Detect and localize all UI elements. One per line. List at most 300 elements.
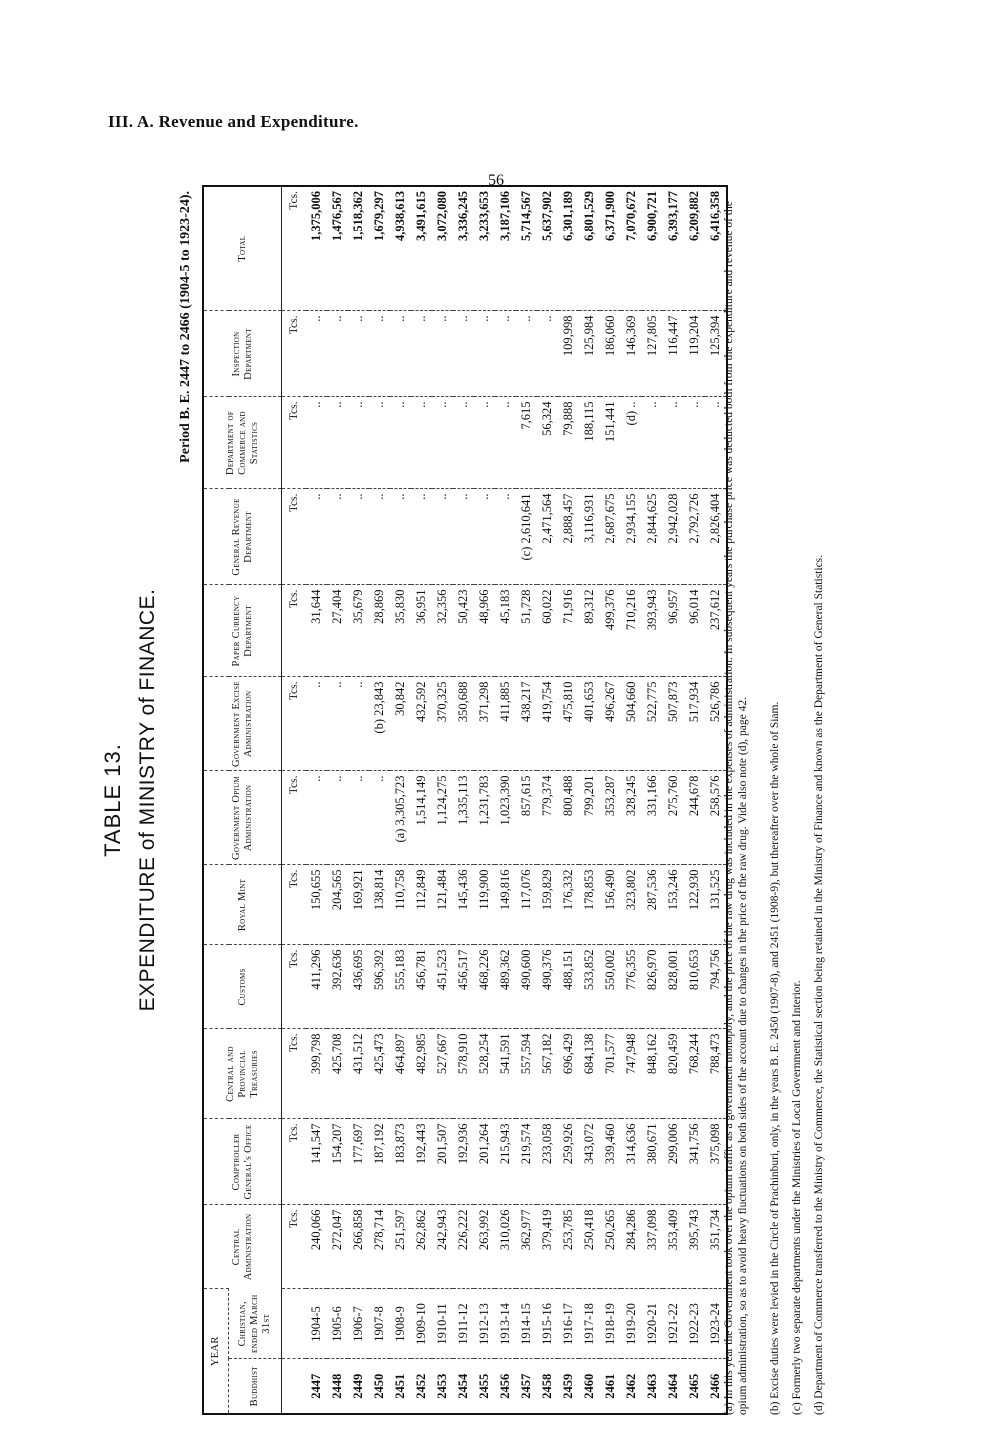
value-cell: 45,183 — [495, 585, 516, 677]
value-cell: 379,419 — [537, 1205, 558, 1289]
value-cell: .. — [495, 489, 516, 585]
value-cell: .. — [348, 771, 369, 865]
value-cell: 550,002 — [600, 945, 621, 1029]
value-cell: 2,942,028 — [663, 489, 684, 585]
value-cell: 557,594 — [516, 1029, 537, 1119]
value-cell: 490,600 — [516, 945, 537, 1029]
table-row — [453, 187, 474, 1413]
value-cell: 371,298 — [474, 677, 495, 771]
value-cell: 475,810 — [558, 677, 579, 771]
christian-year-cell: 1904-5 — [306, 1289, 327, 1359]
christian-year-cell: 1909-10 — [411, 1289, 432, 1359]
buddhist-year-cell: 2449 — [348, 1359, 369, 1413]
value-cell: (b) 23,843 — [369, 677, 390, 771]
value-cell: .. — [306, 771, 327, 865]
total-cell: 1,679,297 — [372, 191, 386, 241]
footnote-b: (b) Excise duties were levied in the Circle of Prachinburi, only, in the years B. E. 2450 (1907-8), and 2451 (1908-9), but thereafter over the whole of Siam. — [769, 701, 781, 1415]
christian-year-cell: 1910-11 — [432, 1289, 453, 1359]
value-cell: 1,335,113 — [453, 771, 474, 865]
buddhist-year-cell: 2463 — [642, 1359, 663, 1413]
value-cell: 482,985 — [411, 1029, 432, 1119]
value-cell: 747,948 — [621, 1029, 642, 1119]
value-cell: 341,756 — [684, 1119, 705, 1205]
table-title: EXPENDITURE of MINISTRY of FINANCE. — [136, 588, 159, 1012]
value-cell: .. — [369, 311, 390, 397]
table-row — [642, 187, 663, 1413]
value-cell: 1,231,783 — [474, 771, 495, 865]
total-cell: 5,637,902 — [540, 191, 554, 241]
value-cell: 314,636 — [621, 1119, 642, 1205]
value-cell: 56,324 — [537, 397, 558, 489]
total-cell: 6,416,358 — [708, 191, 722, 241]
units-cell: Tcs. — [288, 191, 300, 210]
christian-year-cell: 1907-8 — [369, 1289, 390, 1359]
value-cell: 401,653 — [579, 677, 600, 771]
table-row — [432, 187, 453, 1413]
value-cell: 527,667 — [432, 1029, 453, 1119]
value-cell: 567,182 — [537, 1029, 558, 1119]
value-cell: .. — [663, 397, 684, 489]
value-cell: 490,376 — [537, 945, 558, 1029]
value-cell: 526,786 — [705, 677, 726, 771]
value-cell: .. — [495, 311, 516, 397]
value-cell: 117,076 — [516, 865, 537, 945]
buddhist-year-cell: 2460 — [579, 1359, 600, 1413]
col-header-customs: Customs — [204, 945, 282, 1029]
value-cell: 178,853 — [579, 865, 600, 945]
value-cell: 350,688 — [453, 677, 474, 771]
value-cell: 328,245 — [621, 771, 642, 865]
value-cell: 51,728 — [516, 585, 537, 677]
value-cell: .. — [537, 311, 558, 397]
value-cell: .. — [348, 489, 369, 585]
value-cell: 353,287 — [600, 771, 621, 865]
col-header-paper-currency: Paper Currency Department — [204, 585, 282, 677]
value-cell: 578,910 — [453, 1029, 474, 1119]
value-cell: 263,992 — [474, 1205, 495, 1289]
value-cell: 30,842 — [390, 677, 411, 771]
value-cell: 284,286 — [621, 1205, 642, 1289]
christian-year-cell: 1921-22 — [663, 1289, 684, 1359]
value-cell: 788,473 — [705, 1029, 726, 1119]
table-row — [390, 187, 411, 1413]
value-cell: 488,151 — [558, 945, 579, 1029]
value-cell: 353,409 — [663, 1205, 684, 1289]
value-cell: .. — [411, 397, 432, 489]
value-cell: .. — [432, 489, 453, 585]
value-cell: 121,484 — [432, 865, 453, 945]
value-cell: 684,138 — [579, 1029, 600, 1119]
value-cell: 266,858 — [348, 1205, 369, 1289]
value-cell: 186,060 — [600, 311, 621, 397]
value-cell: 419,754 — [537, 677, 558, 771]
value-cell: 768,244 — [684, 1029, 705, 1119]
value-cell: 522,775 — [642, 677, 663, 771]
buddhist-year-cell: 2452 — [411, 1359, 432, 1413]
value-cell: 799,201 — [579, 771, 600, 865]
value-cell: 119,204 — [684, 311, 705, 397]
value-cell: 2,471,564 — [537, 489, 558, 585]
value-cell: 1,514,149 — [411, 771, 432, 865]
value-cell: .. — [411, 489, 432, 585]
value-cell: 489,362 — [495, 945, 516, 1029]
value-cell: 251,597 — [390, 1205, 411, 1289]
table-row — [348, 187, 369, 1413]
value-cell: 233,058 — [537, 1119, 558, 1205]
value-cell: 411,885 — [495, 677, 516, 771]
buddhist-year-cell: 2448 — [327, 1359, 348, 1413]
value-cell: .. — [684, 397, 705, 489]
units-cell: Tcs. — [282, 397, 307, 489]
rotated-table-page — [100, 185, 860, 1415]
value-cell: 204,565 — [327, 865, 348, 945]
christian-year-cell: 1917-18 — [579, 1289, 600, 1359]
value-cell: 456,517 — [453, 945, 474, 1029]
total-cell: 3,491,615 — [414, 191, 428, 241]
value-cell: .. — [327, 489, 348, 585]
value-cell: 337,098 — [642, 1205, 663, 1289]
value-cell: .. — [474, 311, 495, 397]
table-row — [411, 187, 432, 1413]
value-cell: 112,849 — [411, 865, 432, 945]
buddhist-year-cell: 2464 — [663, 1359, 684, 1413]
christian-year-cell: 1920-21 — [642, 1289, 663, 1359]
value-cell: 150,655 — [306, 865, 327, 945]
christian-year-cell: 1906-7 — [348, 1289, 369, 1359]
value-cell: 468,226 — [474, 945, 495, 1029]
value-cell: .. — [453, 397, 474, 489]
total-cell: 1,476,567 — [330, 191, 344, 241]
table-row — [369, 187, 390, 1413]
col-header-central-administration: Central Administration — [204, 1205, 282, 1289]
value-cell: 244,678 — [684, 771, 705, 865]
value-cell: 110,758 — [390, 865, 411, 945]
value-cell: .. — [348, 677, 369, 771]
value-cell: 826,970 — [642, 945, 663, 1029]
value-cell: 262,862 — [411, 1205, 432, 1289]
value-cell: 60,022 — [537, 585, 558, 677]
value-cell: 250,265 — [600, 1205, 621, 1289]
value-cell: 2,792,726 — [684, 489, 705, 585]
value-cell: .. — [348, 311, 369, 397]
col-header-excise-administration: Government Excise Administration — [204, 677, 282, 771]
value-cell: 258,576 — [705, 771, 726, 865]
value-cell: 504,660 — [621, 677, 642, 771]
value-cell: 436,695 — [348, 945, 369, 1029]
buddhist-year-cell: 2466 — [705, 1359, 726, 1413]
christian-year-cell: 1912-13 — [474, 1289, 495, 1359]
value-cell: 192,936 — [453, 1119, 474, 1205]
total-cell: 5,714,567 — [519, 191, 533, 241]
table-row — [621, 187, 642, 1413]
value-cell: .. — [411, 311, 432, 397]
value-cell: 499,376 — [600, 585, 621, 677]
units-cell: Tcs. — [282, 585, 307, 677]
value-cell: 370,325 — [432, 677, 453, 771]
value-cell: .. — [306, 489, 327, 585]
christian-year-cell: 1911-12 — [453, 1289, 474, 1359]
value-cell: 242,943 — [432, 1205, 453, 1289]
value-cell: .. — [432, 311, 453, 397]
value-cell: 351,734 — [705, 1205, 726, 1289]
value-cell: .. — [453, 489, 474, 585]
christian-year-cell: 1905-6 — [327, 1289, 348, 1359]
value-cell: 215,943 — [495, 1119, 516, 1205]
value-cell: 800,488 — [558, 771, 579, 865]
buddhist-year-cell: 2457 — [516, 1359, 537, 1413]
value-cell: 96,957 — [663, 585, 684, 677]
value-cell: 250,418 — [579, 1205, 600, 1289]
value-cell: 596,392 — [369, 945, 390, 1029]
value-cell: 183,873 — [390, 1119, 411, 1205]
value-cell: 820,459 — [663, 1029, 684, 1119]
value-cell: 146,369 — [621, 311, 642, 397]
value-cell: 119,900 — [474, 865, 495, 945]
units-cell: Tcs. — [282, 489, 307, 585]
buddhist-year-cell: 2447 — [306, 1359, 327, 1413]
value-cell: 96,014 — [684, 585, 705, 677]
value-cell: 810,653 — [684, 945, 705, 1029]
value-cell: 7,615 — [516, 397, 537, 489]
value-cell: 188,115 — [579, 397, 600, 489]
units-cell: Tcs. — [282, 771, 307, 865]
value-cell: 710,216 — [621, 585, 642, 677]
value-cell: 35,830 — [390, 585, 411, 677]
total-cell: 3,233,653 — [477, 191, 491, 241]
value-cell: 517,934 — [684, 677, 705, 771]
value-cell: 507,873 — [663, 677, 684, 771]
value-cell: 156,490 — [600, 865, 621, 945]
value-cell: 187,192 — [369, 1119, 390, 1205]
value-cell: 201,507 — [432, 1119, 453, 1205]
value-cell: 848,162 — [642, 1029, 663, 1119]
table-row — [474, 187, 495, 1413]
value-cell: 237,612 — [705, 585, 726, 677]
value-cell: 528,254 — [474, 1029, 495, 1119]
section-heading: III. A. Revenue and Expenditure. — [108, 112, 359, 131]
footnote-d: (d) Department of Commerce transferred to the Ministry of Commerce, the Statistical section being retained in the Ministry of Finance and known as the Department of General Statistics. — [813, 554, 825, 1415]
value-cell: 153,246 — [663, 865, 684, 945]
buddhist-year-cell: 2450 — [369, 1359, 390, 1413]
buddhist-year-cell: 2462 — [621, 1359, 642, 1413]
value-cell: 240,066 — [306, 1205, 327, 1289]
value-cell: 219,574 — [516, 1119, 537, 1205]
value-cell: .. — [369, 489, 390, 585]
value-cell: 109,998 — [558, 311, 579, 397]
col-header-comptroller-general: Comptroller General's Office — [204, 1119, 282, 1205]
value-cell: .. — [390, 489, 411, 585]
value-cell: 79,888 — [558, 397, 579, 489]
value-cell: 226,222 — [453, 1205, 474, 1289]
value-cell: 779,374 — [537, 771, 558, 865]
value-cell: 145,436 — [453, 865, 474, 945]
value-cell: .. — [306, 677, 327, 771]
total-cell: 6,371,900 — [603, 191, 617, 241]
col-header-buddhist: Buddhist — [229, 1359, 282, 1413]
total-cell: 3,336,245 — [456, 191, 470, 241]
value-cell: 425,473 — [369, 1029, 390, 1119]
value-cell: .. — [432, 397, 453, 489]
value-cell: (a) 3,305,723 — [390, 771, 411, 865]
value-cell: 275,760 — [663, 771, 684, 865]
value-cell: .. — [516, 311, 537, 397]
buddhist-year-cell: 2451 — [390, 1359, 411, 1413]
value-cell: .. — [327, 771, 348, 865]
value-cell: 32,356 — [432, 585, 453, 677]
value-cell: 36,951 — [411, 585, 432, 677]
total-cell: 6,900,721 — [645, 191, 659, 241]
table-row — [663, 187, 684, 1413]
total-cell: 1,375,006 — [309, 191, 323, 241]
value-cell: 2,826,404 — [705, 489, 726, 585]
col-header-commerce-statistics: Department of Commerce and Statistics — [204, 397, 282, 489]
table-row — [495, 187, 516, 1413]
value-cell: .. — [390, 311, 411, 397]
col-header-christian: Christian, ended March 31st — [229, 1289, 282, 1359]
table-row — [306, 187, 327, 1413]
total-cell: 6,301,189 — [561, 191, 575, 241]
value-cell: .. — [369, 771, 390, 865]
value-cell: 125,394 — [705, 311, 726, 397]
value-cell: 253,785 — [558, 1205, 579, 1289]
buddhist-year-cell: 2465 — [684, 1359, 705, 1413]
value-cell: (c) 2,610,641 — [516, 489, 537, 585]
buddhist-year-cell: 2459 — [558, 1359, 579, 1413]
value-cell: .. — [348, 397, 369, 489]
christian-year-cell: 1915-16 — [537, 1289, 558, 1359]
value-cell: 27,404 — [327, 585, 348, 677]
units-cell — [282, 1359, 307, 1413]
col-header-general-revenue: General Revenue Department — [204, 489, 282, 585]
buddhist-year-cell: 2458 — [537, 1359, 558, 1413]
value-cell: 50,423 — [453, 585, 474, 677]
units-cell: Tcs. — [282, 945, 307, 1029]
value-cell: 28,869 — [369, 585, 390, 677]
table-row — [537, 187, 558, 1413]
value-cell: 2,844,625 — [642, 489, 663, 585]
value-cell: .. — [453, 311, 474, 397]
value-cell: 125,984 — [579, 311, 600, 397]
value-cell: 201,264 — [474, 1119, 495, 1205]
footnote-c: (c) Formerly two separate departments under the Ministries of Local Government and Interior. — [791, 980, 803, 1415]
buddhist-year-cell: 2461 — [600, 1359, 621, 1413]
value-cell: .. — [474, 397, 495, 489]
table-row — [516, 187, 537, 1413]
value-cell: 287,536 — [642, 865, 663, 945]
buddhist-year-cell: 2453 — [432, 1359, 453, 1413]
units-cell: Tcs. — [282, 311, 307, 397]
value-cell: 2,888,457 — [558, 489, 579, 585]
value-cell: 496,267 — [600, 677, 621, 771]
value-cell: 176,332 — [558, 865, 579, 945]
value-cell: 169,921 — [348, 865, 369, 945]
value-cell: 431,512 — [348, 1029, 369, 1119]
value-cell: 323,802 — [621, 865, 642, 945]
value-cell: 127,805 — [642, 311, 663, 397]
col-header-royal-mint: Royal Mint — [204, 865, 282, 945]
value-cell: 432,592 — [411, 677, 432, 771]
christian-year-cell: 1923-24 — [705, 1289, 726, 1359]
buddhist-year-cell: 2455 — [474, 1359, 495, 1413]
value-cell: 395,743 — [684, 1205, 705, 1289]
total-cell: 3,072,080 — [435, 191, 449, 241]
value-cell: 122,930 — [684, 865, 705, 945]
value-cell: 331,166 — [642, 771, 663, 865]
units-cell: Tcs. — [282, 677, 307, 771]
value-cell: 159,829 — [537, 865, 558, 945]
col-header-treasuries: Central and Provincial Treasuries — [204, 1029, 282, 1119]
value-cell: 272,047 — [327, 1205, 348, 1289]
table-row — [684, 187, 705, 1413]
value-cell: .. — [642, 397, 663, 489]
col-header-opium-administration: Government Opium Administration — [204, 771, 282, 865]
value-cell: 310,026 — [495, 1205, 516, 1289]
christian-year-cell: 1919-20 — [621, 1289, 642, 1359]
value-cell: 339,460 — [600, 1119, 621, 1205]
value-cell: 399,798 — [306, 1029, 327, 1119]
table-row — [327, 187, 348, 1413]
col-header-total: Total — [204, 187, 282, 311]
value-cell: 154,207 — [327, 1119, 348, 1205]
units-row — [282, 187, 307, 1413]
value-cell: .. — [306, 397, 327, 489]
buddhist-year-cell: 2454 — [453, 1359, 474, 1413]
value-cell: 857,615 — [516, 771, 537, 865]
value-cell: 411,296 — [306, 945, 327, 1029]
value-cell: 533,852 — [579, 945, 600, 1029]
value-cell: 192,443 — [411, 1119, 432, 1205]
value-cell: 31,644 — [306, 585, 327, 677]
value-cell: 138,814 — [369, 865, 390, 945]
table-body — [282, 187, 727, 1413]
value-cell: 375,098 — [705, 1119, 726, 1205]
value-cell: .. — [327, 677, 348, 771]
value-cell: 701,577 — [600, 1029, 621, 1119]
value-cell: 456,781 — [411, 945, 432, 1029]
value-cell: 35,679 — [348, 585, 369, 677]
units-cell: Tcs. — [282, 1205, 307, 1289]
christian-year-cell: 1908-9 — [390, 1289, 411, 1359]
total-cell: 4,938,613 — [393, 191, 407, 241]
value-cell: 1,124,275 — [432, 771, 453, 865]
christian-year-cell: 1913-14 — [495, 1289, 516, 1359]
buddhist-year-cell: 2456 — [495, 1359, 516, 1413]
value-cell: .. — [474, 489, 495, 585]
value-cell: 149,816 — [495, 865, 516, 945]
value-cell: 151,441 — [600, 397, 621, 489]
period-label: Period B. E. 2447 to 2466 (1904-5 to 1923-24). — [178, 191, 193, 463]
units-cell: Tcs. — [282, 1119, 307, 1205]
value-cell: 116,447 — [663, 311, 684, 397]
units-cell: Tcs. — [282, 865, 307, 945]
value-cell: 278,714 — [369, 1205, 390, 1289]
value-cell: .. — [705, 397, 726, 489]
value-cell: 392,636 — [327, 945, 348, 1029]
value-cell: .. — [495, 397, 516, 489]
total-cell: 6,209,882 — [687, 191, 701, 241]
page-number: 56 — [488, 172, 504, 189]
units-cell — [282, 1289, 307, 1359]
value-cell: 3,116,931 — [579, 489, 600, 585]
value-cell: 696,429 — [558, 1029, 579, 1119]
christian-year-cell: 1914-15 — [516, 1289, 537, 1359]
value-cell: .. — [390, 397, 411, 489]
value-cell: 2,934,155 — [621, 489, 642, 585]
value-cell: 776,355 — [621, 945, 642, 1029]
table-row — [579, 187, 600, 1413]
christian-year-cell: 1916-17 — [558, 1289, 579, 1359]
value-cell: 259,926 — [558, 1119, 579, 1205]
